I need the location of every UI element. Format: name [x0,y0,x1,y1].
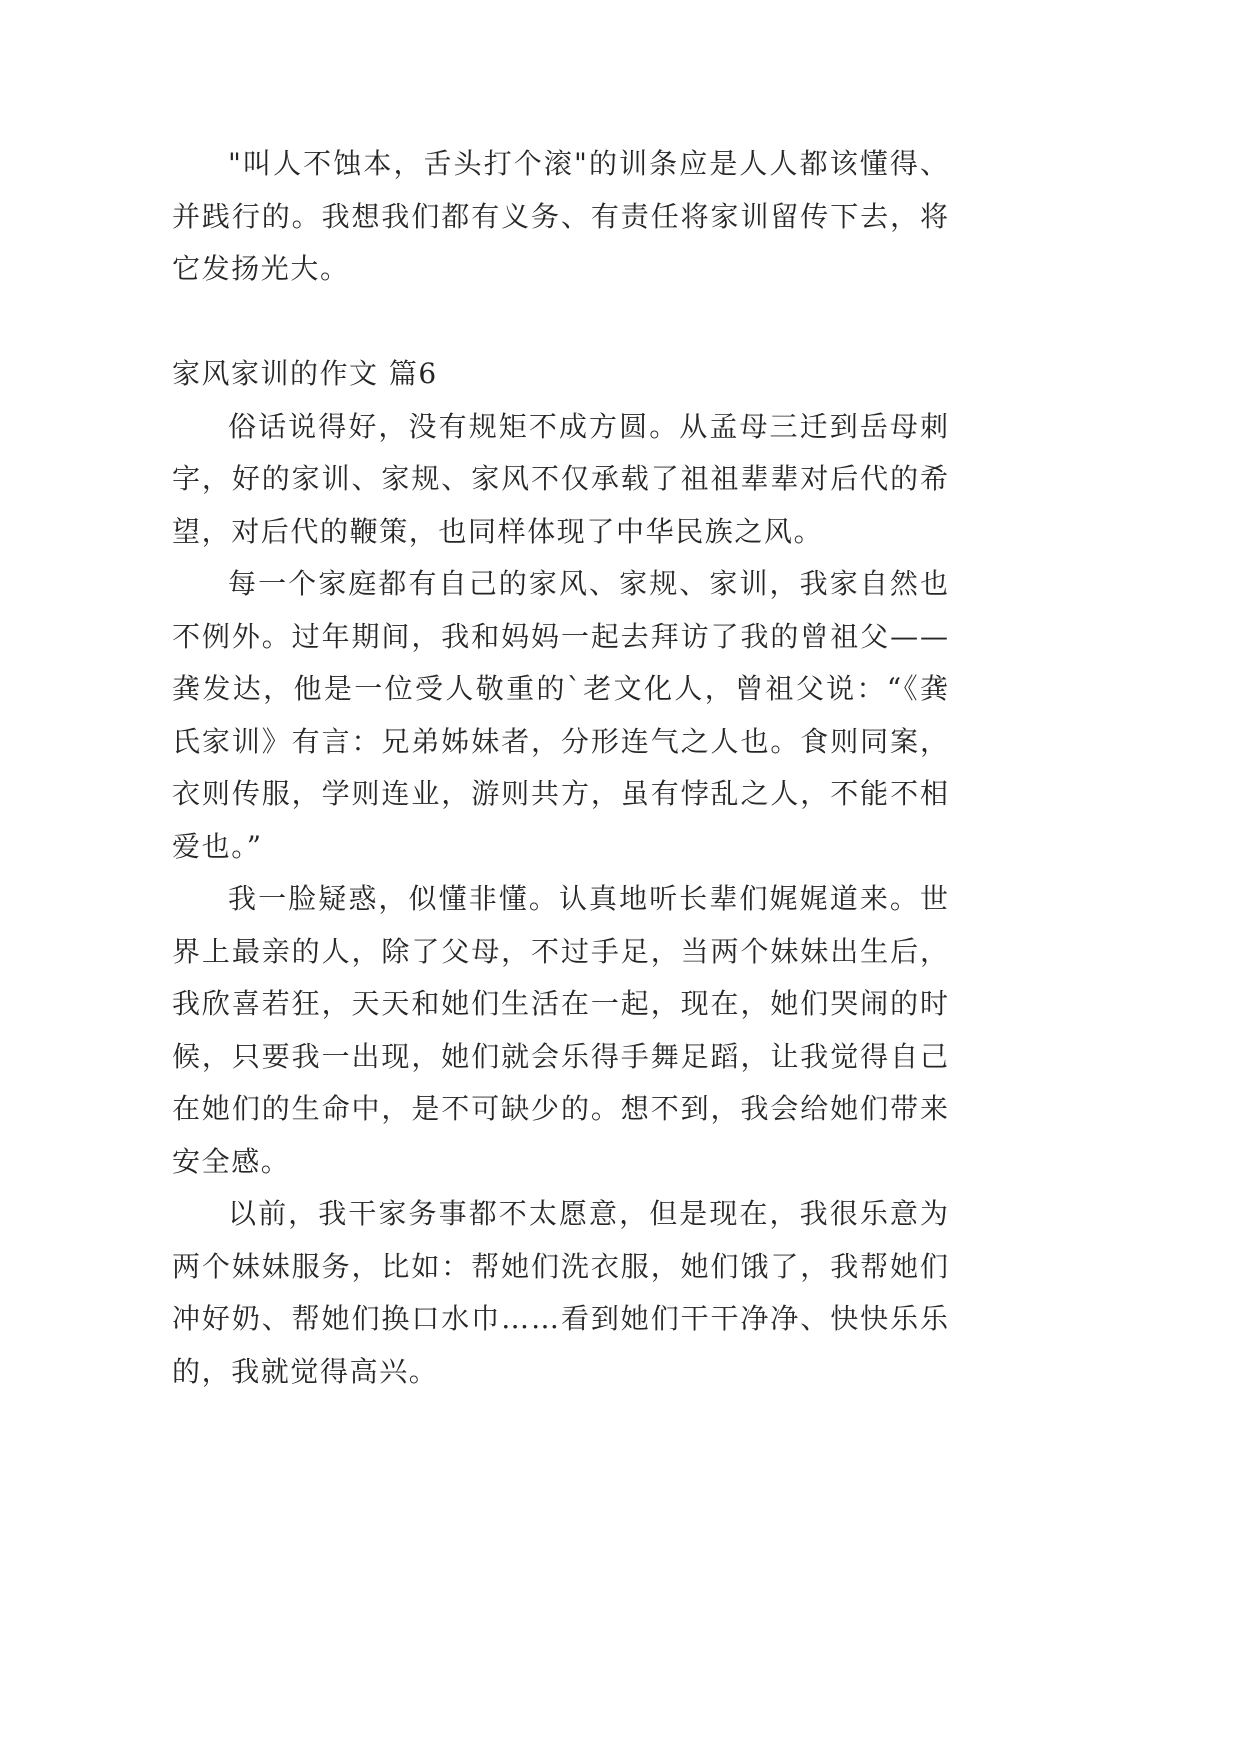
paragraph-line [172,768,948,821]
paragraph-line [172,1293,948,1346]
paragraph-line [172,716,948,769]
line-text: 以前，我干家务事都不太愿意，但是现在，我很乐意为 [228,1197,951,1230]
paragraph [172,558,951,873]
paragraph-line [172,611,948,664]
paragraph-line [172,138,951,191]
paragraph-line [172,506,948,559]
line-text: 俗话说得好，没有规矩不成方圆。从孟母三迁到岳母刺 [228,409,951,443]
line-text: "叫人不蚀本，舌头打个滚"的训条应是人人都该懂得、 [228,147,951,180]
line-text: 两个妹妹服务，比如：帮她们洗衣服，她们饿了，我帮她们 [172,1249,950,1283]
heading-text: 家风家训的作文 篇6 [172,357,438,390]
line-text: 冲好奶、帮她们换口水巾……看到她们干干净净、快快乐乐 [172,1302,950,1335]
paragraph-line [172,401,951,454]
paragraph-line [172,1083,948,1136]
paragraph-line [172,873,951,926]
paragraph-line [172,926,948,979]
document-body [172,138,951,1398]
line-text: 候，只要我一出现，她们就会乐得手舞足蹈，让我觉得自己 [172,1039,950,1073]
paragraph-line [172,1241,948,1294]
paragraph-line [172,1188,951,1241]
line-text: 并践行的。我想我们都有义务、有责任将家训留传下去，将 [172,199,950,233]
paragraph-line [172,821,948,874]
paragraph-line [172,558,951,611]
paragraph-line [172,1136,948,1189]
line-text: 我一脸疑惑，似懂非懂。认真地听长辈们娓娓道来。世 [228,882,951,915]
paragraph [172,1188,951,1398]
line-text: 氏家训》有言：兄弟姊妹者，分形连气之人也。食则同案， [172,724,950,758]
paragraph-line [172,243,948,296]
paragraph-line [172,191,948,244]
line-text: 在她们的生命中，是不可缺少的。想不到，我会给她们带来 [172,1092,950,1125]
line-text: 爱也。” [172,829,263,863]
line-text: 不例外。过年期间，我和妈妈一起去拜访了我的曾祖父—— [172,619,950,653]
line-text: 界上最亲的人，除了父母，不过手足，当两个妹妹出生后， [172,934,950,968]
line-text: 安全感。 [172,1144,291,1178]
paragraph [172,401,951,559]
line-text: 我欣喜若狂，天天和她们生活在一起，现在，她们哭闹的时 [172,987,950,1020]
paragraph-line [172,1031,948,1084]
line-text: 字，好的家训、家规、家风不仅承载了祖祖辈辈对后代的希 [172,462,950,495]
line-text: 龚发达，他是一位受人敬重的`老文化人，曾祖父说：“《龚 [172,672,951,705]
paragraph-line [172,453,948,506]
paragraph [172,873,951,1188]
line-text: 它发扬光大。 [172,252,350,285]
line-text: 每一个家庭都有自己的家风、家规、家训，我家自然也 [228,567,951,600]
essay-heading [172,348,948,401]
line-text: 望，对后代的鞭策，也同样体现了中华民族之风。 [172,514,824,548]
continued-paragraph [172,138,951,296]
line-text: 衣则传服，学则连业，游则共方，虽有悖乱之人，不能不相 [172,777,950,810]
paragraph-line [172,663,951,716]
paragraph-line [172,1346,948,1399]
line-text: 的，我就觉得高兴。 [172,1354,439,1388]
paragraph-line [172,978,948,1031]
blank-line [172,296,948,349]
